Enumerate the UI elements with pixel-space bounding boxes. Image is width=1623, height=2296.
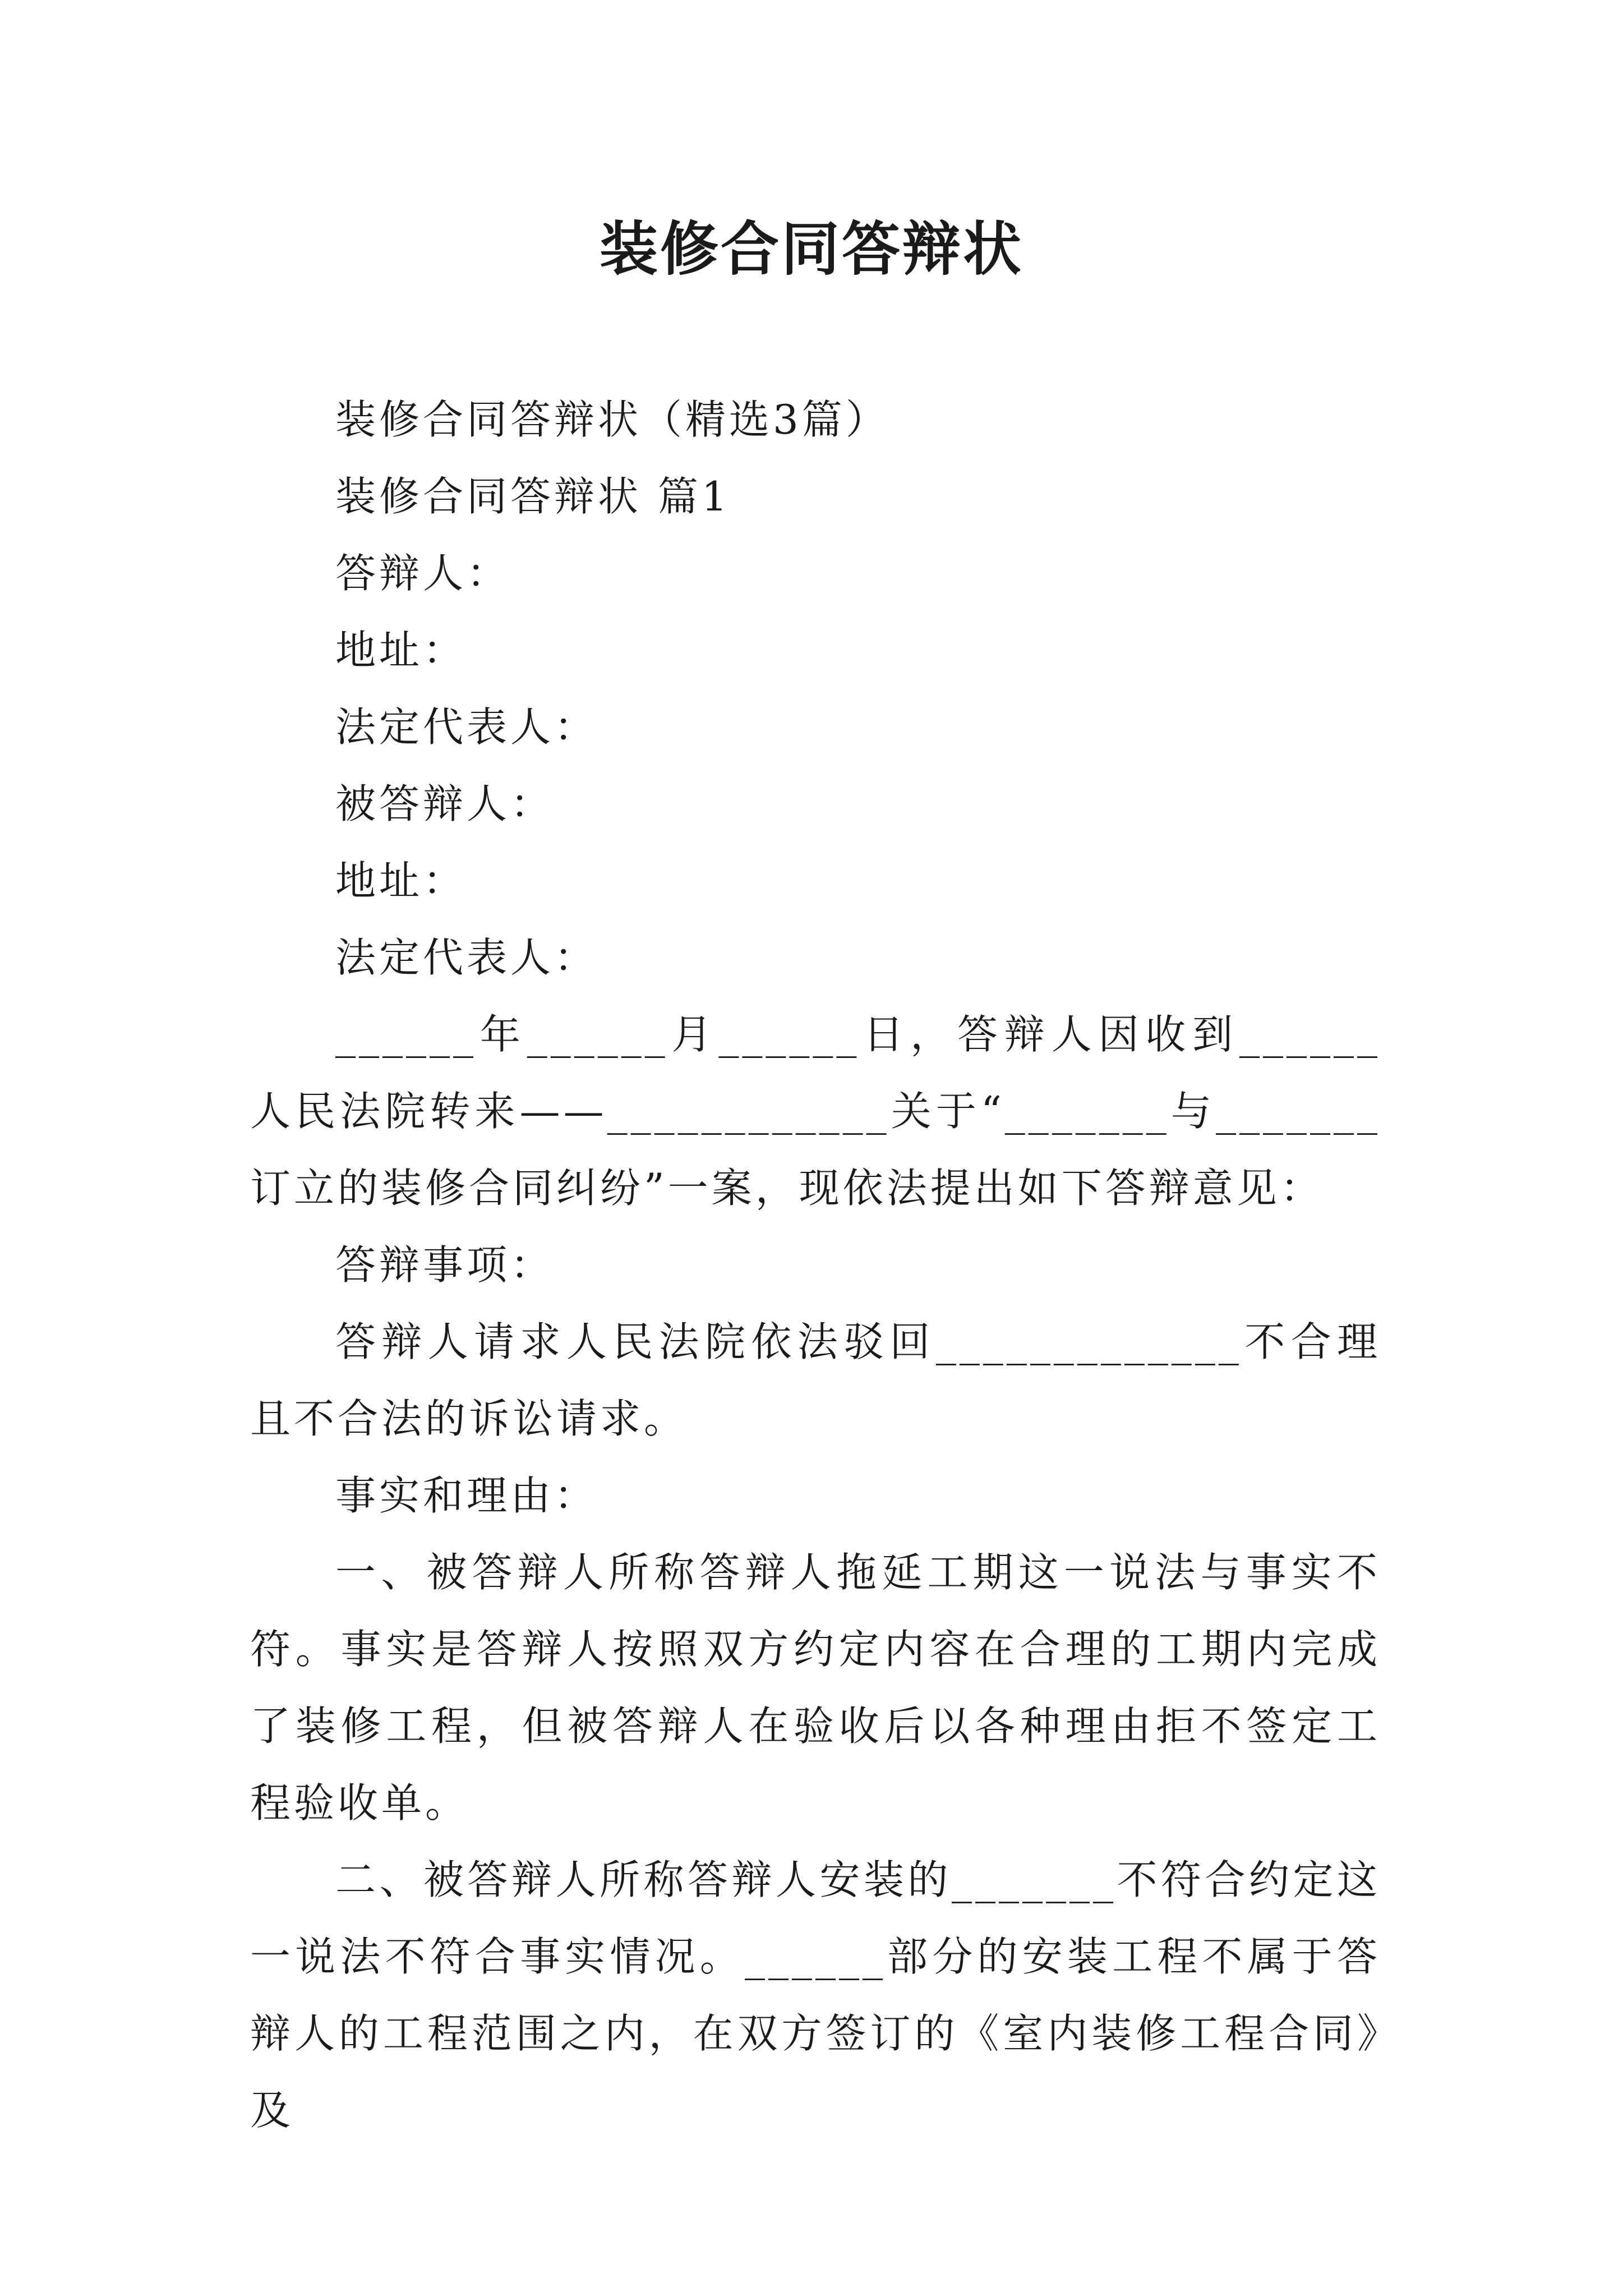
paragraph-case-intro: ______年______月______日，答辩人因收到______人民法院转来——____________关于“_______与_______订立的装修合同纠纷”一案，现依法提出如下答辩意见：	[250, 1011, 1381, 1212]
paragraph-respondent: 答辩人：	[335, 550, 511, 597]
paragraph-plaintiff: 被答辩人：	[335, 780, 555, 827]
paragraph-defense-items-heading: 答辩事项：	[335, 1241, 555, 1289]
paragraph-respondent-representative: 法定代表人：	[335, 703, 598, 751]
paragraph-reason-one: 一、被答辩人所称答辩人拖延工期这一说法与事实不符。事实是答辩人按照双方约定内容在合理的工期内完成了装修工程，但被答辩人在验收后以各种理由拒不签定工程验收单。	[250, 1549, 1381, 1826]
paragraph-facts-heading: 事实和理由：	[335, 1472, 598, 1519]
paragraph-defense-request: 答辩人请求人民法院依法驳回_____________不合理且不合法的诉讼请求。	[250, 1318, 1381, 1442]
paragraph-subtitle: 装修合同答辩状（精选3篇）	[335, 396, 889, 443]
paragraph-respondent-address: 地址：	[335, 627, 467, 674]
document-body	[250, 381, 1381, 2149]
document-title: 装修合同答辩状	[599, 214, 1023, 283]
paragraph-plaintiff-representative: 法定代表人：	[335, 934, 598, 981]
paragraph-plaintiff-address: 地址：	[335, 857, 467, 904]
paragraph-section-heading: 装修合同答辩状 篇1	[335, 473, 731, 520]
paragraph-reason-two: 二、被答辩人所称答辩人安装的_______不符合约定这一说法不符合事实情况。______部分的安装工程不属于答辩人的工程范围之内，在双方签订的《室内装修工程合同》及	[250, 1856, 1381, 2134]
